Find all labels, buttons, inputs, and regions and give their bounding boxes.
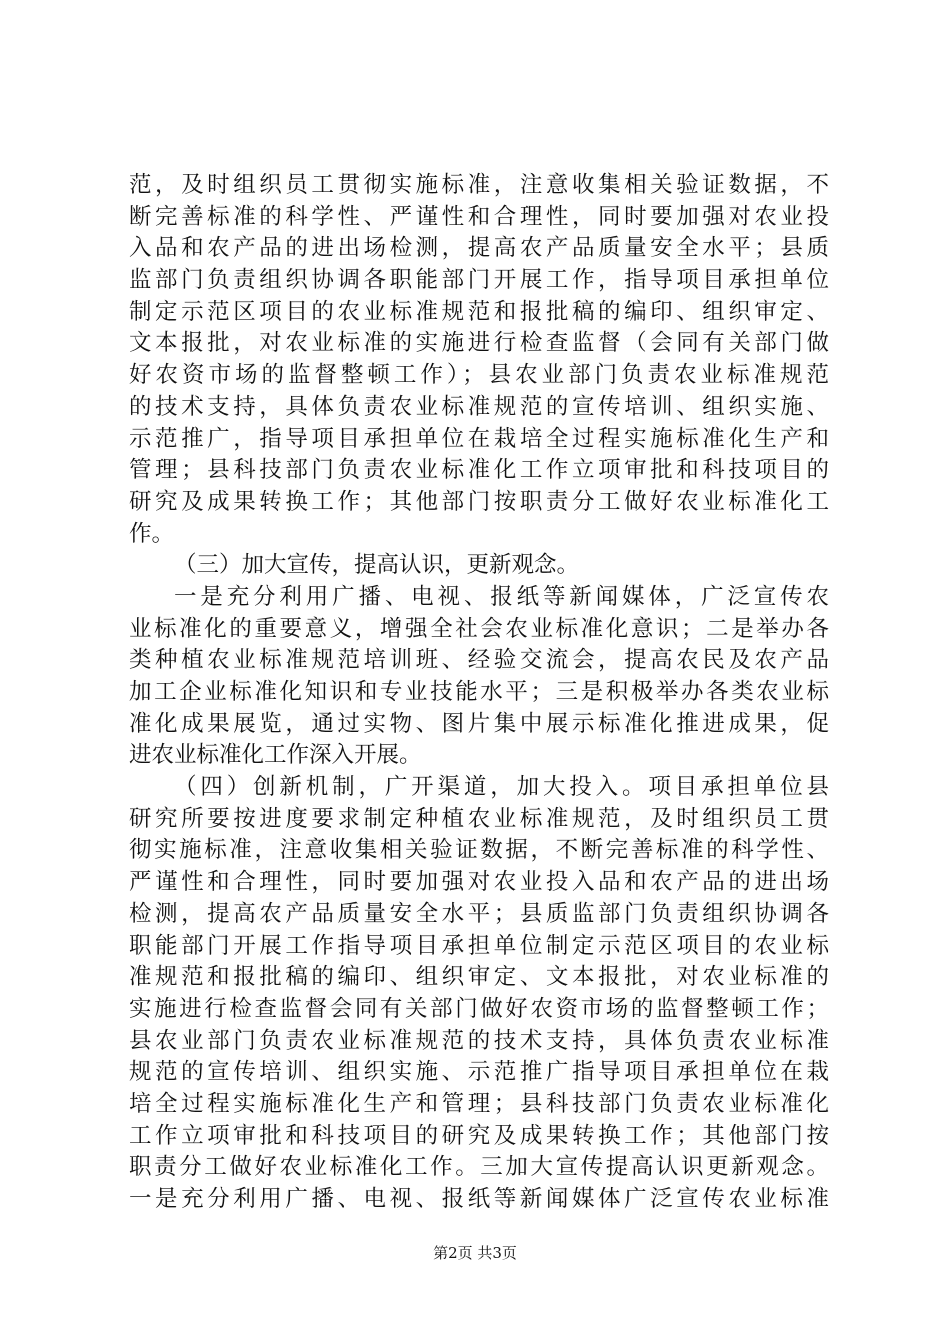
text-line: 加工企业标准化知识和专业技能水平；三是积极举办各类农业标 — [129, 679, 829, 705]
text-line: 示范推广，指导项目承担单位在栽培全过程实施标准化生产和 — [129, 425, 829, 452]
text-line: 业标准化的重要意义，增强全社会农业标准化意识；二是举办各 — [129, 615, 829, 642]
text-line: 研究所要按进度要求制定种植农业标准规范，及时组织员工贯 — [129, 805, 829, 832]
text-line: 好农资市场的监督整顿工作）；县农业部门负责农业标准规范 — [129, 362, 829, 389]
text-line: 作。 — [129, 520, 175, 547]
text-line: 一是充分利用广播、电视、报纸等新闻媒体，广泛宣传农 — [174, 583, 829, 610]
body-text — [129, 170, 829, 1216]
text-line: 准规范和报批稿的编印、组织审定、文本报批，对农业标准的 — [129, 964, 829, 991]
text-line: 彻实施标准，注意收集相关验证数据，不断完善标准的科学性、 — [129, 837, 829, 864]
text-line: 监部门负责组织协调各职能部门开展工作，指导项目承担单位 — [129, 267, 829, 294]
text-line: 入品和农产品的进出场检测，提高农产品质量安全水平；县质 — [129, 235, 829, 262]
text-line: 规范的宣传培训、组织实施、示范推广指导项目承担单位在栽 — [129, 1059, 829, 1086]
text-line: 职能部门开展工作指导项目承担单位制定示范区项目的农业标 — [129, 932, 829, 959]
text-line: 类种植农业标准规范培训班、经验交流会，提高农民及农产品 — [129, 647, 829, 674]
text-line: 进农业标准化工作深入开展。 — [129, 742, 422, 769]
text-line: 准化成果展览，通过实物、图片集中展示标准化推进成果，促 — [129, 710, 829, 737]
text-line: 文本报批，对农业标准的实施进行检查监督（会同有关部门做 — [129, 330, 829, 357]
section-heading-4: （四）创新机制，广开渠道，加大投入。项目承担单位县 — [174, 774, 829, 801]
text-line: 断完善标准的科学性、严谨性和合理性，同时要加强对农业投 — [129, 203, 829, 230]
text-line: 工作立项审批和科技项目的研究及成果转换工作；其他部门按 — [129, 1122, 829, 1149]
text-line: 严谨性和合理性，同时要加强对农业投入品和农产品的进出场 — [129, 869, 829, 896]
text-line: 的技术支持，具体负责农业标准规范的宣传培训、组织实施、 — [129, 393, 829, 420]
text-line: 制定示范区项目的农业标准规范和报批稿的编印、组织审定、 — [129, 298, 829, 325]
text-line: 一是充分利用广播、电视、报纸等新闻媒体广泛宣传农业标准 — [129, 1186, 829, 1212]
text-line: 县农业部门负责农业标准规范的技术支持，具体负责农业标准 — [129, 1027, 829, 1054]
text-line: 检测，提高农产品质量安全水平；县质监部门负责组织协调各 — [129, 900, 829, 927]
text-line: 实施进行检查监督会同有关部门做好农资市场的监督整顿工作； — [129, 995, 829, 1022]
text-line: 研究及成果转换工作；其他部门按职责分工做好农业标准化工 — [129, 488, 829, 515]
text-line: 培全过程实施标准化生产和管理；县科技部门负责农业标准化 — [129, 1090, 829, 1117]
page-number: 第2页 共3页 — [433, 1244, 517, 1262]
text-line: 管理；县科技部门负责农业标准化工作立项审批和科技项目的 — [129, 457, 829, 484]
section-heading-3: （三）加大宣传，提高认识，更新观念。 — [174, 552, 580, 579]
text-line: 范，及时组织员工贯彻实施标准，注意收集相关验证数据，不 — [129, 172, 829, 198]
text-line: 职责分工做好农业标准化工作。三加大宣传提高认识更新观念。 — [129, 1154, 829, 1181]
